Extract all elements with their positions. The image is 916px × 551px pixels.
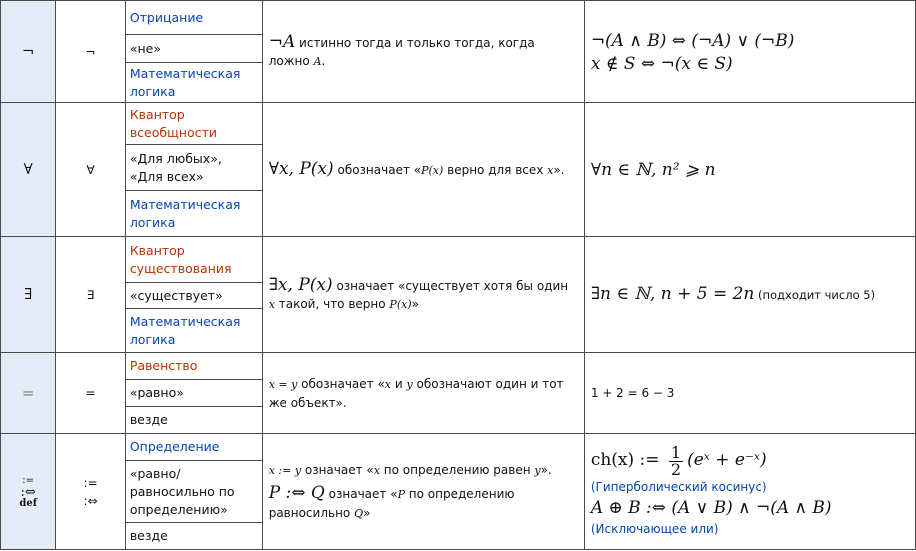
desc-end: » [363,505,371,520]
example-line: A ⊕ B :⇔ (A ∨ B) ∧ ¬(A ∧ B) [590,498,832,518]
name-link[interactable]: Равенство [129,358,198,373]
desc-text: и [391,376,407,391]
desc-cell [262,237,584,353]
symbol-text: := [83,475,98,490]
field-cell[interactable] [125,63,262,103]
desc-text: обозначает « [333,162,422,177]
name-cell[interactable] [125,103,262,145]
field-link[interactable]: Математическая логика [129,196,241,230]
field-link[interactable]: Математическая логика [129,313,241,347]
field-cell [125,407,262,434]
desc-text: по определению равносильно [268,486,515,520]
reading-cell [125,461,262,523]
symbol-cell [1,434,56,550]
desc-var: x [547,163,554,177]
symbol-glyph: def [19,497,37,509]
reading-text: «существует» [129,287,223,303]
symbol-glyph: ¬ [21,42,35,60]
example-cell [584,1,915,103]
example-cell [584,434,915,550]
symbol-text: ¬ [85,44,96,59]
symbol-glyph: :⇔ [20,484,36,500]
name-cell[interactable] [125,237,262,283]
name-cell[interactable] [125,353,262,380]
symbol-text: ∃ [86,287,95,302]
example-line: x ∉ S ⇔ ¬(x ∈ S) [590,53,733,74]
desc-math: P :⇔ Q [268,482,325,503]
example-line: ∃n ∈ ℕ, n + 5 = 2n [590,284,755,304]
desc-text: означает « [324,486,398,501]
desc-end: » [411,296,419,311]
name-cell[interactable] [125,434,262,461]
symbol-text-cell [56,353,125,434]
desc-var: y [406,377,413,391]
symbol-text: :⇔ [83,493,98,508]
desc-text: истинно тогда и только тогда, когда ложно [268,35,535,68]
symbol-glyph: := [22,474,35,486]
reading-cell [125,380,262,407]
example-line: ∀n ∈ ℕ, n² ⩾ n [590,159,716,180]
name-link[interactable]: Определение [129,439,220,454]
example-math: (eˣ + e⁻ˣ) [687,450,767,470]
desc-cell [262,434,584,550]
name-link[interactable]: Отрицание [129,9,204,25]
field-cell [125,523,262,550]
symbol-cell [1,353,56,434]
desc-text: означает «существует хотя бы один [332,278,569,293]
example-link[interactable]: (Гиперболический косинус) [590,480,767,494]
desc-var: P [397,487,405,501]
symbol-text-cell [56,103,125,237]
desc-end: обозначают один и тот же объект». [268,376,564,410]
desc-var: A [313,54,322,68]
symbol-text-cell [56,237,125,353]
reading-cell [125,145,262,191]
symbol-text: = [85,386,96,400]
desc-end: . [321,53,326,68]
desc-var: x [384,377,392,391]
reading-cell [125,283,262,309]
reading-text: «не» [129,40,161,56]
field-text: везде [129,412,168,427]
desc-math: ∃x, P(x) [268,274,333,295]
fraction-numerator: 1 [670,443,682,462]
example-cell [584,237,915,353]
desc-end: ». [553,162,565,177]
desc-cell [262,353,584,434]
reading-cell [125,35,262,63]
name-link[interactable]: Квантор существования [129,242,232,276]
symbol-glyph: ∀ [23,160,33,178]
desc-var: y [534,463,541,477]
field-link[interactable]: Математическая логика [129,65,241,99]
desc-var: P(x) [389,297,412,311]
desc-text: по определению равен [379,462,535,477]
example-fraction [669,445,683,478]
name-cell[interactable] [125,1,262,35]
fraction-denominator: 2 [670,460,682,479]
symbol-glyph: ∃ [24,285,33,303]
example-cell [584,353,915,434]
name-link[interactable]: Квантор всеобщности [129,106,217,140]
desc-var: P(x) [421,163,444,177]
symbol-text: ∀ [86,162,95,177]
example-line: ¬(A ∧ B) ⇔ (¬A) ∨ (¬B) [590,30,795,51]
symbol-text-cell [56,1,125,103]
desc-cell [262,103,584,237]
symbol-cell [1,103,56,237]
example-line: 1 + 2 = 6 − 3 [590,386,675,400]
field-cell[interactable] [125,191,262,237]
desc-math: ¬A [268,31,296,52]
desc-end: верно для всех [443,162,548,177]
desc-var: x = y [268,377,298,391]
example-note: (подходит число 5) [754,288,876,302]
reading-text: «равно» [129,385,184,400]
symbol-cell [1,237,56,353]
desc-var: x [373,463,380,477]
desc-end: такой, что верно [274,296,390,311]
desc-end: ». [540,462,552,477]
example-cell [584,103,915,237]
desc-text: обозначает « [297,376,385,391]
reading-text: «равно/ равносильно по определению» [129,465,235,517]
symbol-glyph: = [21,383,35,402]
field-text: везде [129,528,168,543]
desc-text: означает « [301,462,374,477]
example-link[interactable]: (Исключающее или) [590,522,719,536]
symbol-text-cell [56,434,125,550]
symbol-cell [1,1,56,103]
field-cell[interactable] [125,309,262,353]
desc-var: Q [354,506,364,520]
desc-var: x [268,297,275,311]
desc-var: x := y [268,463,302,477]
desc-math: ∀x, P(x) [268,158,334,179]
desc-cell [262,1,584,103]
reading-text: «Для любых», «Для всех» [129,150,222,184]
example-math: ch(x) := [590,450,665,470]
